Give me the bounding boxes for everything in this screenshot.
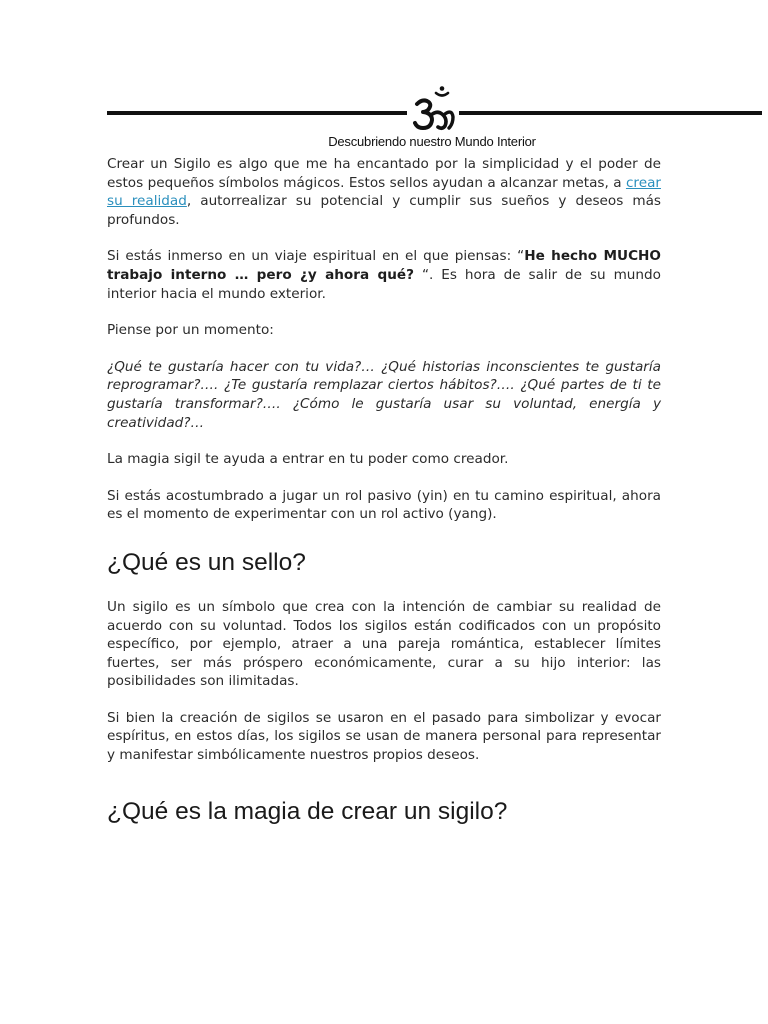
intro-paragraph-5: La magia sigil te ayuda a entrar en tu poder como creador. — [107, 451, 509, 468]
intro-text-after-link: , autorrealizar su potencial y cumplir sus sueños y deseos más profundos. — [107, 193, 661, 228]
sello-paragraph-2: Si bien la creación de sigilos se usaron en el pasado para simbolizar y evocar espíritus, en estos días, los sigilos se usan de manera personal para representar y manifestar simbólicamente nuestros propios deseos. — [107, 709, 661, 764]
page-header — [0, 78, 768, 158]
om-icon — [412, 84, 456, 136]
quote-open-text: Si estás inmerso en un viaje espiritual en el que piensas: “ — [107, 248, 525, 265]
intro-paragraph-3: Piense por un momento: — [107, 322, 274, 339]
crear-su-realidad-link[interactable]: crear su realidad — [107, 174, 661, 210]
header-tagline: Descubriendo nuestro Mundo Interior — [328, 134, 536, 149]
sello-paragraph-1: Un sigilo es un símbolo que crea con la intención de cambiar su realidad de acuerdo con su voluntad. Todos los sigilos están codificados con un propósito específico, por ejemplo, atraer a una pareja romántica, establecer límites fuertes, ser más próspero económicamente, curar a su hijo interior: las posibilidades son ilimitadas. — [107, 598, 661, 690]
bold-quote: He hecho MUCHO trabajo interno … pero ¿y ahora qué? — [107, 248, 661, 283]
heading-que-es-un-sello: ¿Qué es un sello? — [107, 548, 306, 576]
header-rule-left — [107, 111, 407, 115]
heading-magia-sigilo: ¿Qué es la magia de crear un sigilo? — [107, 797, 508, 825]
intro-paragraph-1 — [107, 155, 661, 229]
article-body — [107, 155, 661, 827]
intro-paragraph-6: Si estás acostumbrado a jugar un rol pasivo (yin) en tu camino espiritual, ahora es el momento de experimentar con un rol activo (yang). — [107, 487, 661, 523]
intro-text-before-link: Crear un Sigilo es algo que me ha encantado por la simplicidad y el poder de estos pequeños símbolos mágicos. Estos sellos ayudan a alcanzar metas, a — [107, 156, 661, 191]
quote-close-text: “. Es hora de salir de su mundo interior hacia el mundo exterior. — [107, 266, 661, 302]
header-rule-right — [459, 111, 762, 115]
reflection-questions: ¿Qué te gustaría hacer con tu vida?… ¿Qué historias inconscientes te gustaría reprogramar?…. ¿Te gustaría remplazar ciertos hábitos?…. ¿Qué partes de ti te gustaría transformar?…. ¿Cómo le gustaría usar su voluntad, energía y creatividad?… — [107, 358, 661, 431]
intro-paragraph-2 — [107, 247, 661, 303]
